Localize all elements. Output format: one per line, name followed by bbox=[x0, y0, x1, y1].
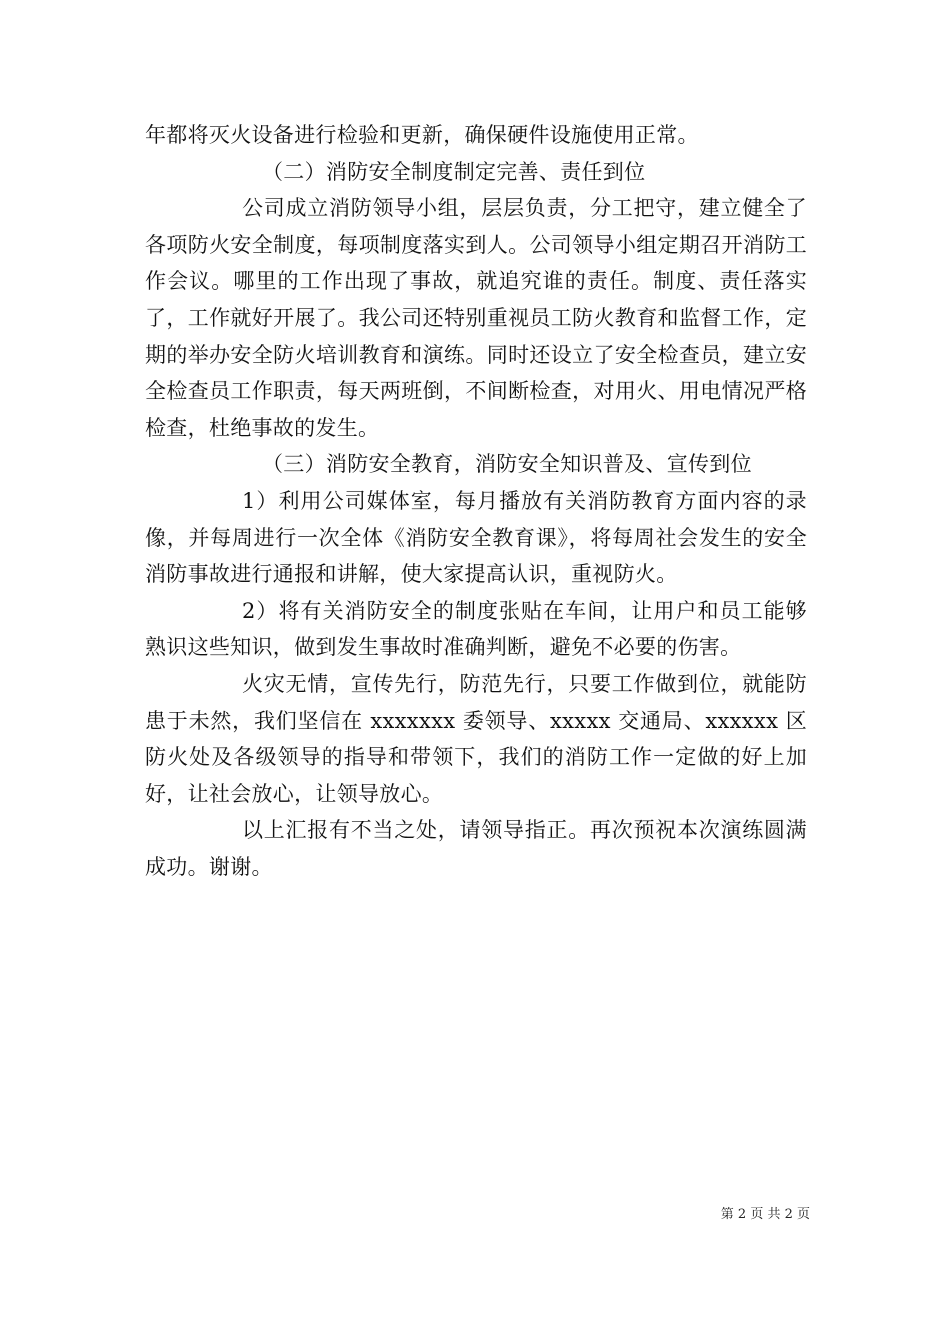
paragraph-conclusion: 火灾无情，宣传先行，防范先行，只要工作做到位，就能防患于未然，我们坚信在 xxxxxxx 委领导、xxxxx 交通局、xxxxxx 区防火处及各级领导的指导和带领下，我们的消防工作一定做的好上加好，让社会放心，让领导放心。 bbox=[145, 671, 807, 806]
paragraph-safety-system: 公司成立消防领导小组，层层负责，分工把守，建立健全了各项防火安全制度，每项制度落实到人。公司领导小组定期召开消防工作会议。哪里的工作出现了事故，就追究谁的责任。制度、责任落实了，工作就好开展了。我公司还特别重视员工防火教育和监督工作，定期的举办安全防火培训教育和演练。同时还设立了安全检查员，建立安全检查员工作职责，每天两班倒，不间断检查，对用火、用电情况严格检查，杜绝事故的发生。 bbox=[145, 196, 807, 440]
paragraph-continuation: 年都将灭火设备进行检验和更新，确保硬件设施使用正常。 bbox=[145, 123, 699, 147]
document-body bbox=[145, 117, 807, 885]
section-heading-3: （三）消防安全教育，消防安全知识普及、宣传到位 bbox=[262, 452, 752, 477]
paragraph-item-1: 1）利用公司媒体室，每月播放有关消防教育方面内容的录像，并每周进行一次全体《消防安全教育课》，将每周社会发生的安全消防事故进行通报和讲解，使大家提高认识，重视防火。 bbox=[145, 488, 807, 587]
section-heading-2: （二）消防安全制度制定完善、责任到位 bbox=[262, 159, 646, 184]
paragraph-item-2: 2）将有关消防安全的制度张贴在车间，让用户和员工能够熟识这些知识，做到发生事故时准确判断，避免不必要的伤害。 bbox=[145, 598, 807, 660]
page-number: 第 2 页 共 2 页 bbox=[720, 1207, 810, 1222]
paragraph-closing: 以上汇报有不当之处，请领导指正。再次预祝本次演练圆满成功。谢谢。 bbox=[145, 818, 807, 879]
